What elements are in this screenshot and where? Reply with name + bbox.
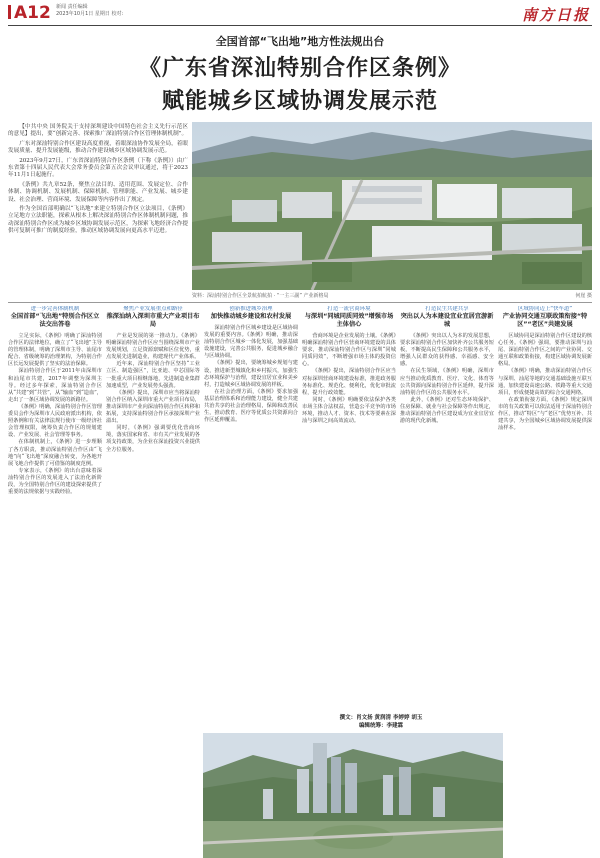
column-title: 全国首部“飞出地”特别合作区立法交出答卷 [10,313,100,328]
lead-paragraph: 2023年9月27日，广东省深汕特别合作区条例（下称《条例》）由广东省第十四届人民代表大会常务委员会第五次会议审议通过，将于2023年11月1日起施行。 [8,157,188,179]
byline-authors: 撰文：肖文扬 黄润清 李婷婷 胡玉 [339,715,423,721]
column-label: 打造民生共建共享 [425,306,469,312]
page-number-text: A12 [14,3,51,23]
column-paragraph: 在社会治理方面，《条例》要求加强基层治理体系和治理能力建设，健全共建共治共享的社会治理格局，保障和改善民生，推动教育、医疗等优质公共资源向合作区延伸覆盖。 [204,388,298,424]
column-paragraph: 立足实际，《条例》明确了深汕特别合作区的法律地位，确立了“飞出地”主导的管理体制，明确了深圳市主导、汕尾市配合、省级统筹的治理架构，为特别合作区长远发展提供了坚实的法治保障。 [8,333,102,368]
column-1 [8,306,102,851]
column-paragraph: 深汕特别合作区城乡建设是区域协调发展的重要内容。《条例》明确，推动深汕特别合作区城乡一体化发展，加强基础设施建设，完善公共服务，促进城乡融合与区域协调。 [204,325,298,360]
lead-paragraph: 广东对深汕特别合作区建设高度重视，着眼深汕协作发展全局，着眼发展质量、提升发展能级，推动合作建设城乡区域协调发展示范。 [8,140,188,155]
page-number [8,3,51,23]
column-title: 推深汕纳入深圳市重大产业项目布局 [106,313,200,328]
column-label: 区域协同迈上“快车道” [517,306,573,312]
byline-editor: 编辑统筹：李建霖 [358,722,403,729]
column-header [204,306,298,321]
column-title: 加快推动城乡建设和农村发展 [210,313,292,320]
column-2 [106,306,200,851]
aerial-city-illustration [192,122,592,290]
column-paragraph: 营商环境是企业发展的土壤。《条例》明确深汕特别合作区营商环境建设的具体要求，推动深汕特别合作区与深圳“同城同质同效”，不断增强市场主体的投资信心。 [302,333,396,368]
lead-article [8,124,188,302]
headline-kicker: 全国首部“飞出地”地方性法规出台 [215,35,385,48]
column-title: 与深圳“同城同质同效”增强市场主体信心 [304,313,394,328]
section-divider [8,302,592,303]
column-paragraph: 《条例》提出，要统筹城乡规划与建设，推进新型城镇化和乡村振兴，加强生态环境保护与治理，建设宜居宜业和美乡村，打造城乡区域协调发展的样板。 [204,360,298,388]
column-paragraph: 在民生领域，《条例》明确，深圳市应当推动优质教育、医疗、文化、体育等公共资源向深汕特别合作区延伸，提升深汕特别合作区的公共服务水平。 [400,368,494,396]
column-paragraph: 《条例》明确，深汕特别合作区管理委员会作为深圳市人民政府派出机构，依照条例和有关法律法规行使市一级经济社会管理权限，统筹负责合作区的规划建设、产业发展、社会管理等事务。 [8,403,102,439]
column-paragraph: 区域协同是深汕特别合作区建设的核心任务。《条例》强调，要推动深圳与汕尾、深汕特别合作区之间的产业协同、交通互联和政策衔接，构建区域协调发展新格局。 [498,333,592,368]
lead-paragraph: 《条例》共九章52条，聚焦立法目的、适用范围、发展定位、合作体制、协调机制、发展机制、保障机制、管理职能、产业发展、城乡建设、社会治理、营商环境、发展保障等内容作出了规定。 [8,181,188,203]
column-paragraph: 《条例》明确，推动深汕特别合作区与深圳、汕尾等地的交通基础设施互联互通，加快建设高速公路、铁路等重大交通项目，形成便捷高效的综合交通网络。 [498,368,592,396]
column-header [302,306,396,329]
column-label: 创新推进城乡治理 [229,306,273,312]
page-meta [56,4,123,18]
column-paragraph: 近年来，深汕特别合作区坚持“工业立区、制造强区”，比亚迪、中芯国际等一批重大项目相继落地，先进制造业集群加速成型，产业发展势头强劲。 [106,361,200,389]
byline [296,715,466,730]
column-paragraph: 《条例》提出，深汕特别合作区应当对标深圳营商环境建设标准，推进政务服务标准化、规范化、便利化，优化审批流程，提升行政效能。 [302,368,396,396]
column-label: 进一步完善体制机制 [30,306,80,312]
column-4 [302,306,396,711]
column-6 [498,306,592,851]
column-paragraph: 深汕特别合作区于2011年由深圳市和汕尾市共建，2017年调整为深圳主导。经过多年探索，深汕特别合作区从“共建”到“共管”，从“输血”到“造血”，走出了一条区域协调发展的新路径。 [8,368,102,403]
column-header [498,306,592,329]
photo-caption: 资料：深汕特别合作区全景航拍航拍 · “一主三副” 产业新格局 [192,293,329,299]
column-paragraph: 此外，《条例》还对生态环境保护、住房保障、就业与社会保障等作出规定，推动深汕特别合作区建设成为宜业宜居宜游的现代化新城。 [400,396,494,425]
column-paragraph: 在体制机制上，《条例》进一步理顺了各方职责，推动深汕特别合作区由“飞地”向“飞出地”深度融合转变，为各地开展飞地合作提供了可借鉴的制度范例。 [8,439,102,467]
column-5 [400,306,494,711]
column-paragraph: 《条例》提出，深圳市应当将深汕特别合作区纳入深圳市重大产业项目布局，推动深圳市产业向深汕特别合作区转移和拓展，支持深汕特别合作区承接深圳产业溢出。 [106,389,200,425]
column-header [106,306,200,329]
newspaper-logo: 南方日报 [521,6,590,24]
meta-line-2: 2023年10月1日 星期日 校对: [56,11,124,17]
photo-credit: 何崖 摄 [575,293,592,299]
column-title: 突出以人为本建设宜业宜居宜游新城 [400,313,494,328]
headline-title: 《广东省深汕特别合作区条例》 [138,56,461,81]
column-paragraph: 产业是发展的第一推动力。《条例》明确深汕特别合作区应当围绕深圳市产业发展规划，立足资源禀赋和区位优势，重点发展先进制造业，构建现代产业体系。 [106,333,200,361]
column-paragraph: 专家表示，《条例》的出台意味着深汕特别合作区的发展进入了法治化新阶段，为全国特别合作区的建设探索提供了重要的法规依据与实践经验。 [8,467,102,496]
top-divider [8,25,592,26]
lead-paragraph: 【中共中央 国务院关于支持深圳建设中国特色社会主义先行示范区的意见】提出，要“创新完善、探索推广深汕特别合作区管理体制机制”。 [8,124,188,138]
meta-line-1: 新闻 责任编辑 [56,4,88,10]
column-paragraph: 同时，《条例》强调要优化营商环境，落实国家和省、市有关产业发展的各项支持政策，为企业在深汕投资兴业提供全方位服务。 [106,425,200,453]
column-header [400,306,494,329]
city-skyline-photo [203,733,503,858]
column-3 [204,306,298,711]
column-paragraph: 《条例》突出以人为本的发展思想，要求深汕特别合作区加快补齐公共服务短板，不断提高民生保障和公共服务水平，增强人民群众的获得感、幸福感、安全感。 [400,333,494,368]
aerial-photo [192,122,592,290]
headline-subtitle: 赋能城乡区域协调发展示范 [161,89,438,114]
column-paragraph: 同时，《条例》明确要依法保护各类市场主体合法权益，营造公平竞争的市场环境，推动人才、资本、技术等要素在深汕与深圳之间高效流动。 [302,396,396,425]
page-marker-icon [8,5,11,19]
masthead [0,0,600,28]
skyline-illustration [203,733,503,858]
lead-paragraph: 作为全国首部明确以“飞出地”来建立特别合作区立法项目，《条例》立足地方立法职能，探索从根本上解决深汕特别合作区体制机制问题，推动深汕特别合作区成为城乡区域协调发展示范区，为探索飞地经济合作提供可复制可推广的制度经验，推动区域协调发展向更高水平迈进。 [8,206,188,235]
column-label: 聚焦产业发展重点和路径 [123,306,183,312]
column-label: 打造一流营商环境 [327,306,371,312]
column-title: 产业协同交通互联政策衔接“特区”“老区”共建发展 [502,313,588,328]
column-paragraph: 在政策衔接方面，《条例》规定深圳市的有关政策可以依法适用于深汕特别合作区，推动“特区”与“老区”优势互补、共建共享，为全国城乡区域协调发展提供深汕样本。 [498,396,592,432]
column-header [8,306,102,329]
